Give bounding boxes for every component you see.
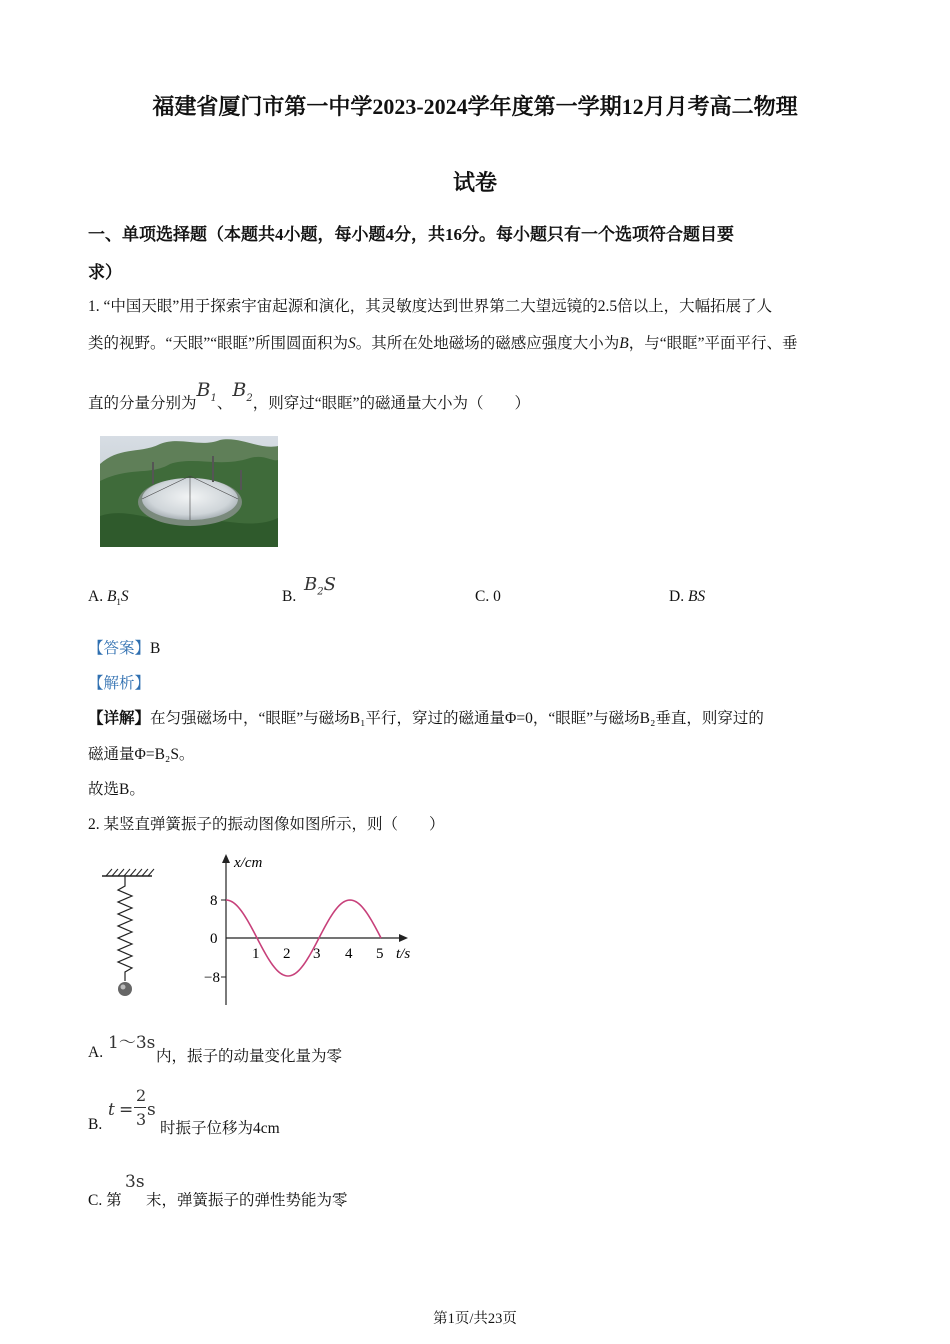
page-footer: 第1页/共23页	[433, 1311, 517, 1327]
document-title-line2: 试卷	[452, 170, 497, 195]
q1-answer: 【答案】B	[88, 640, 161, 657]
graph-x-tick: 1	[252, 946, 260, 962]
graph-y-axis-label: x/cm	[234, 855, 263, 871]
q1-option-a[interactable]: A. $B_1S$	[88, 588, 129, 608]
q2-stem: 2. 某竖直弹簧振子的振动图像如图所示，则（ ）	[88, 816, 445, 833]
graph-x-tick: 5	[376, 946, 384, 962]
graph-x-tick: 3	[313, 946, 321, 962]
graph-y-tick: 8	[210, 893, 218, 909]
q2-option-c[interactable]: C. 第 3s 末，弹簧振子的弹性势能为零	[88, 1172, 348, 1209]
q2-option-a[interactable]: A. 1～3s 内，振子的动量变化量为零	[88, 1033, 343, 1065]
telescope-photo	[100, 436, 278, 547]
graph-x-tick: 2	[283, 946, 291, 962]
graph-x-axis-label: t/s	[396, 946, 411, 962]
q2-option-b[interactable]: B. t = 2 3 s 时振子位移为4cm	[88, 1086, 280, 1137]
graph-y-tick: 0	[210, 931, 218, 947]
q1-stem-line2: 类的视野。“天眼”“眼眶”所围圆面积为S。其所在处地磁场的磁感应强度大小为B，与“眼眶”平面平行、垂	[88, 335, 798, 352]
q1-detail-line1: 【详解】在匀强磁场中，“眼眶”与磁场B₁平行，穿过的磁通量Φ=0，“眼眶”与磁场B₂垂直，则穿过的	[88, 710, 764, 727]
document-title: 福建省厦门市第一中学2023-2024学年度第一学期12月月考高二物理	[152, 94, 798, 119]
section-heading: 一、单项选择题（本题共4小题，每小题4分，共16分。每小题只有一个选项符合题目要	[88, 225, 734, 244]
q1-option-d[interactable]: D. BS	[669, 588, 706, 605]
q1-option-b[interactable]: B. $B_2S$	[282, 574, 336, 605]
q1-stem-line1: 1. “中国天眼”用于探索宇宙起源和演化，其灵敏度达到世界第二大望远镜的2.5倍以上，大幅拓展了人	[88, 298, 773, 315]
q1-stem-line3: 直的分量分别为$B_1$、$B_2$，则穿过“眼眶”的磁通量大小为（ ）	[88, 379, 530, 412]
vibration-graph	[196, 850, 426, 1010]
q1-option-c[interactable]: C. 0	[475, 588, 501, 605]
graph-x-tick: 4	[345, 946, 353, 962]
section-heading-cont: 求）	[88, 263, 122, 282]
q1-detail-line2: 磁通量Φ=B₂S。	[88, 746, 195, 763]
graph-y-tick: −8	[204, 970, 220, 986]
spring-oscillator-figure	[98, 864, 158, 1004]
q1-analysis-tag: 【解析】	[88, 675, 151, 692]
q1-conclusion: 故选B。	[88, 781, 145, 798]
